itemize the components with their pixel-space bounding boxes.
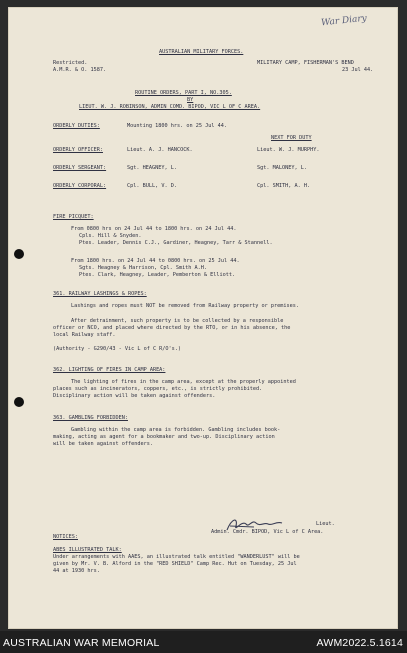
notice-line: Under arrangements with AAES, an illustrated talk entitled "WANDERLUST" will be	[53, 554, 300, 560]
footer-accession-number: AWM2022.5.1614	[316, 637, 403, 649]
signature-title: Admin. Cmdr. BIPOD, Vic L of C Area.	[211, 529, 324, 535]
picquet-line: Ptes. Clark, Heagney, Leader, Pemberton & Elliott.	[79, 272, 236, 278]
duty-current: Lieut. A. J. HANCOCK.	[127, 147, 193, 153]
section-line: The lighting of fires in the camp area, except at the properly appointed	[71, 379, 296, 385]
orders-by: BY	[187, 97, 194, 103]
section-heading: 361. RAILWAY LASHINGS & ROPES:	[53, 291, 147, 297]
fire-picquet-heading: FIRE PICQUET:	[53, 214, 94, 220]
duty-next: Lieut. W. J. MURPHY.	[257, 147, 320, 153]
duty-role: ORDERLY CORPORAL:	[53, 183, 107, 189]
duty-next: Cpl. SMITH, A. H.	[257, 183, 311, 189]
punch-hole	[14, 249, 24, 259]
picquet-line: Cpls. Hill & Snyden.	[79, 233, 142, 239]
duty-role: ORDERLY SERGEANT:	[53, 165, 107, 171]
picquet-line: Ptes. Leader, Dennis C.J., Gardiner, Heagney, Tarr & Stannell.	[79, 240, 273, 246]
footer-institution: AUSTRALIAN WAR MEMORIAL	[3, 637, 160, 649]
duty-role: ORDERLY OFFICER:	[53, 147, 103, 153]
duty-current: Sgt. HEAGNEY, L.	[127, 165, 177, 171]
punch-hole	[14, 397, 24, 407]
picquet-line: From 0800 hrs on 24 Jul 44 to 1800 hrs. on 24 Jul 44.	[71, 226, 237, 232]
duties-heading: ORDERLY DUTIES:	[53, 123, 100, 129]
document-page	[9, 8, 397, 628]
section-line: local Railway staff.	[53, 332, 116, 338]
form-reference: A.M.R. & O. 1587.	[53, 67, 107, 73]
archive-footer	[0, 631, 407, 653]
next-for-duty-heading: NEXT FOR DUTY	[271, 135, 312, 141]
picquet-line: From 1800 hrs. on 24 Jul 44 to 0800 hrs. on 25 Jul 44.	[71, 258, 240, 264]
duties-mounting: Mounting 1800 hrs. on 25 Jul 44.	[127, 123, 227, 129]
date: 23 Jul 44.	[342, 67, 374, 73]
picquet-line: Sgts. Heagney & Harrison, Cpl. Smith A.H.	[79, 265, 208, 271]
notice-subheading: ABES ILLUSTRATED TALK:	[53, 547, 122, 553]
section-line: officer or NCO, and placed where directed by the RTO, or in his absence, the	[53, 325, 291, 331]
section-heading: 363. GAMBLING FORBIDDEN:	[53, 415, 128, 421]
notice-line: given by Mr. V. B. Alford in the "RED SHIELD" Camp Rec. Hut on Tuesday, 25 Jul	[53, 561, 297, 567]
location: MILITARY CAMP, FISHERMAN'S BEND	[257, 60, 354, 66]
section-heading: 362. LIGHTING OF FIRES IN CAMP AREA:	[53, 367, 166, 373]
duty-next: Sgt. MALONEY, L.	[257, 165, 307, 171]
section-line: Lashings and ropes must NOT be removed from Railway property or premises.	[71, 303, 299, 309]
orders-author: LIEUT. W. J. ROBINSON, ADMIN COMD. BIPOD, VIC L OF C AREA.	[79, 104, 261, 110]
duty-current: Cpl. BULL, V. D.	[127, 183, 177, 189]
handwritten-note: War Diary	[320, 13, 368, 29]
section-line: places such as incinerators, coppers, etc., is strictly prohibited.	[53, 386, 263, 392]
section-line: After detrainment, such property is to be collected by a responsible	[71, 318, 284, 324]
section-line: making, acting as agent for a bookmaker and two-up. Disciplinary action	[53, 434, 275, 440]
orders-title: ROUTINE ORDERS, PART I, NO.305.	[135, 90, 232, 96]
signature-rank: Lieut.	[316, 521, 335, 527]
section-line: Gambling within the camp area is forbidden. Gambling includes book-	[71, 427, 281, 433]
section-line: Disciplinary action will be taken against offenders.	[53, 393, 216, 399]
section-line: will be taken against offenders.	[53, 441, 153, 447]
notice-line: 44 at 1930 hrs.	[53, 568, 100, 574]
section-line: (Authority - G290/43 - Vic L of C R/O's.)	[53, 346, 182, 352]
document-title: AUSTRALIAN MILITARY FORCES.	[159, 49, 244, 55]
notices-heading: NOTICES:	[53, 534, 78, 540]
classification: Restricted.	[53, 60, 88, 66]
